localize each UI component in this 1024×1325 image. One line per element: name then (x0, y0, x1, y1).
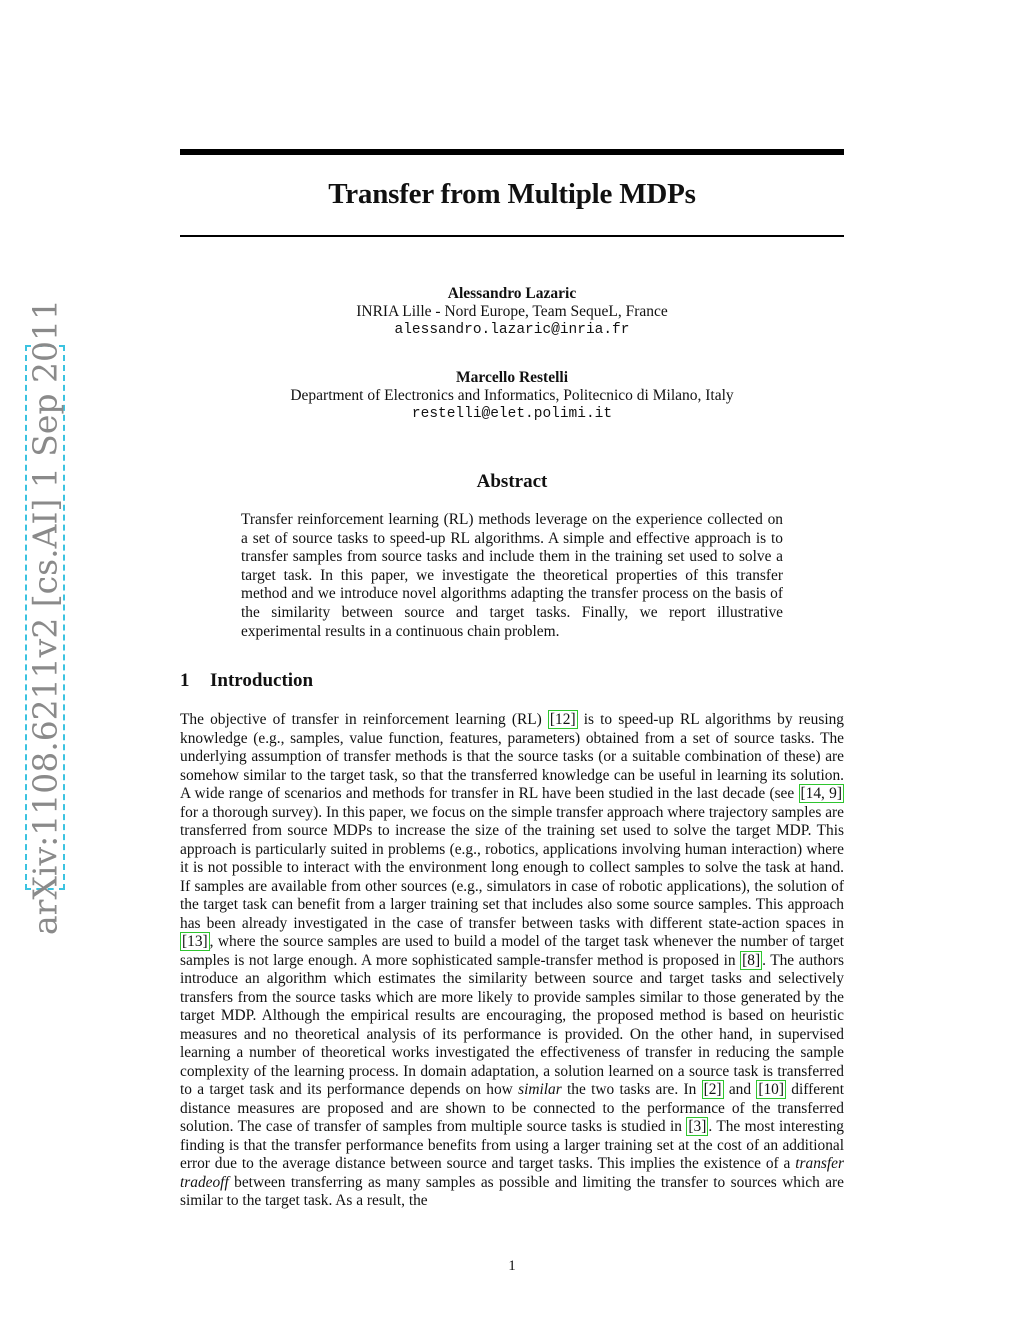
title-rule-bottom (180, 235, 844, 237)
intro-text: for a thorough survey). In this paper, we focus on the simple transfer approach where trajectory samples are transferred from source MDPs to increase the size of the training set used to solve the target MDP. This approach is particularly suited in problems (e.g., robotics, applications involving human interaction) where it is not possible to interact with the environment long enough to collect samples to solve the task at hand. If samples are available from other sources (e.g., simulators in case of robotic applications), the solution of the target task can benefit from a larger training set that includes also some source samples. This approach has been already investigated in the case of transfer between tasks with different state-action spaces in (180, 803, 844, 932)
intro-emphasis: similar (518, 1081, 562, 1098)
section-title: Introduction (210, 670, 314, 691)
intro-text: The objective of transfer in reinforcement learning (RL) (180, 711, 548, 728)
author-affiliation: Department of Electronics and Informatics, Politecnico di Milano, Italy (290, 387, 734, 404)
intro-text: , where the source samples are used to build a model of the target task whenever the number of target samples is not large enough. A more sophisticated sample-transfer method is proposed in (180, 933, 844, 969)
author-affiliation: INRIA Lille - Nord Europe, Team SequeL, France (356, 303, 668, 320)
intro-paragraph (180, 711, 844, 1211)
arxiv-stamp: arXiv:1108.6211v2 [cs.AI] 1 Sep 2011 (25, 298, 65, 936)
abstract-text: Transfer reinforcement learning (RL) methods leverage on the experience collected on a set of source tasks to speed-up RL algorithms. A simple and effective approach is to transfer samples from source tasks and include them in the training set used to solve a target task. In this paper, we investigate the theoretical properties of this transfer method and we introduce novel algorithms adapting the transfer process on the basis of the similarity between source and target tasks. Finally, we report illustrative experimental results in a continuous chain problem. (241, 511, 783, 640)
intro-text: and (723, 1081, 757, 1098)
citation-link[interactable]: [8] (742, 951, 761, 969)
intro-text: between transferring as many samples as possible and limiting the transfer to sources which are similar to the target task. As a result, the (180, 1173, 844, 1209)
intro-text: . The authors introduce an algorithm which estimates the similarity between source and target tasks and selectively transfers from the source tasks which are more likely to provide samples similar to those generated by the target MDP. Although the empirical results are encouraging, the proposed method is based on heuristic measures and no theoretical analysis of its performance is provided. On the other hand, in supervised learning a number of theoretical works investigated the effectiveness of transfer in reducing the sample complexity of the learning process. In domain adaptation, a solution learned on a source task is transferred to a target task and its performance depends on how (180, 951, 844, 1098)
citation-link[interactable]: [14, 9] (800, 785, 842, 802)
author-email: alessandro.lazaric@inria.fr (394, 322, 630, 338)
paper-title: Transfer from Multiple MDPs (328, 178, 696, 210)
author-block-1 (180, 285, 844, 339)
citation-link[interactable]: [3] (688, 1118, 707, 1135)
citation-link[interactable]: [13] (182, 933, 208, 950)
author-block-2 (180, 369, 844, 423)
citation-link[interactable]: [10] (758, 1081, 784, 1098)
author-name: Alessandro Lazaric (447, 285, 577, 302)
citation-link[interactable]: [12] (549, 711, 576, 728)
abstract-heading: Abstract (476, 471, 548, 492)
intro-emphasis: transfer tradeoff (180, 1155, 844, 1191)
citation-link[interactable]: [2] (703, 1081, 722, 1098)
section-heading (180, 670, 844, 692)
intro-text: different distance measures are proposed and are shown to be connected to the performance of the transferred solution. The case of transfer of samples from multiple source tasks is studied in (180, 1081, 844, 1135)
title-rule-top (180, 149, 844, 155)
author-email: restelli@elet.polimi.it (411, 406, 613, 422)
intro-text: the two tasks are. In (561, 1081, 702, 1098)
section-number: 1 (180, 670, 190, 691)
author-name: Marcello Restelli (455, 369, 569, 386)
page-number: 1 (508, 1258, 516, 1274)
intro-text: is to speed-up RL algorithms by reusing knowledge (e.g., samples, value function, features, parameters) obtained from a set of source tasks. The underlying assumption of transfer methods is that the source tasks (or a suitable combination of these) are somehow similar to the target task, so that the transferred knowledge can be useful in learning its solution. A wide range of scenarios and methods for transfer in RL have been studied in the last decade (see (180, 711, 844, 802)
intro-text: . The most interesting finding is that the transfer performance benefits from using a larger training set at the cost of an additional error due to the average distance between source and target tasks. This implies the existence of a (180, 1118, 844, 1172)
